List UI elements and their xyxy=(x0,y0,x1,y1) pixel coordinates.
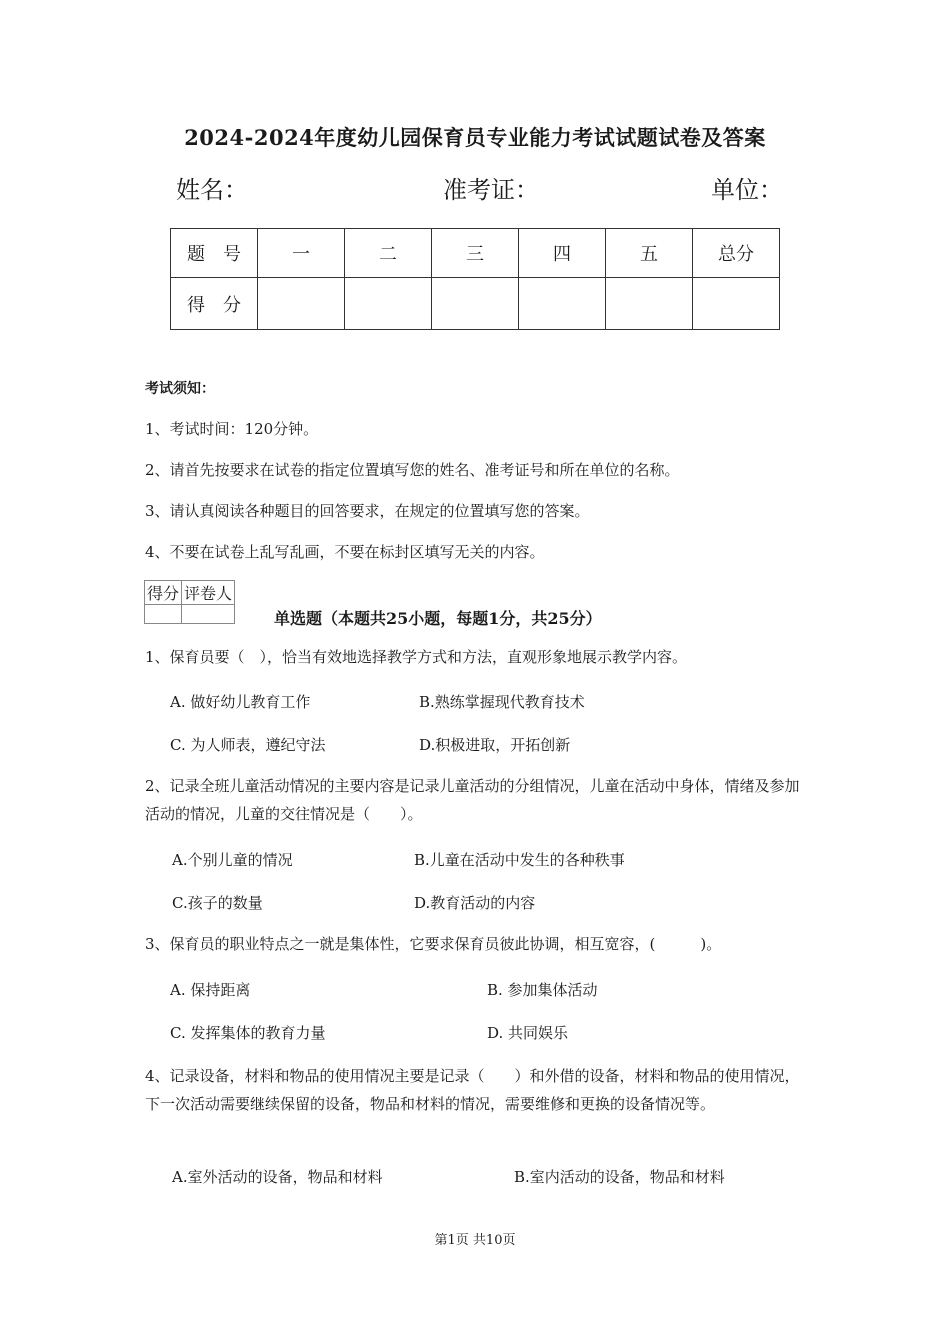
score-header-cell: 一 xyxy=(258,229,345,278)
page-footer: 第1页 共10页 xyxy=(434,1233,516,1248)
notice-heading: 考试须知： xyxy=(145,381,215,397)
question-option: C. 为人师表，遵纪守法 xyxy=(170,736,326,754)
score-header-cell: 三 xyxy=(432,229,519,278)
question-option: A. 保持距离 xyxy=(170,981,251,999)
score-header-cell: 五 xyxy=(606,229,693,278)
notice-item: 2、请首先按要求在试卷的指定位置填写您的姓名、准考证号和所在单位的名称。 xyxy=(145,461,680,479)
notice-item: 1、考试时间：120分钟。 xyxy=(145,420,319,438)
section-title: 单选题（本题共25小题，每题1分，共25分） xyxy=(274,609,602,628)
question-option: B.儿童在活动中发生的各种秩事 xyxy=(414,851,625,869)
score-header-cell: 题 号 xyxy=(171,229,258,278)
question-stem: 1、保育员要（ ），恰当有效地选择教学方式和方法，直观形象地展示教学内容。 xyxy=(145,648,688,666)
score-table xyxy=(170,228,780,330)
question-option: D.积极进取，开拓创新 xyxy=(419,736,571,754)
notice-item: 3、请认真阅读各种题目的回答要求，在规定的位置填写您的答案。 xyxy=(145,502,590,520)
unit-field-label: 单位： xyxy=(711,176,783,204)
question-option: D. 共同娱乐 xyxy=(487,1024,569,1042)
grader-score-cell xyxy=(145,605,182,624)
question-option: D.教育活动的内容 xyxy=(414,894,536,912)
score-cell xyxy=(519,278,606,330)
score-cell xyxy=(606,278,693,330)
question-option: B. 参加集体活动 xyxy=(487,981,598,999)
question-option: A.室外活动的设备，物品和材料 xyxy=(172,1168,383,1186)
question-option: A.个别儿童的情况 xyxy=(172,851,293,869)
score-table-score-row xyxy=(171,278,780,330)
question-stem: 3、保育员的职业特点之一就是集体性，它要求保育员彼此协调，相互宽容，( )。 xyxy=(145,935,722,953)
question-option: B.熟练掌握现代教育技术 xyxy=(419,693,585,711)
score-row-label: 得 分 xyxy=(171,278,258,330)
score-header-cell: 二 xyxy=(345,229,432,278)
question-option: C.孩子的数量 xyxy=(172,894,263,912)
score-cell xyxy=(432,278,519,330)
grader-score-label: 得分 xyxy=(145,581,182,605)
score-header-cell: 总分 xyxy=(693,229,780,278)
grader-reviewer-label: 评卷人 xyxy=(182,581,235,605)
exam-id-field-label: 准考证： xyxy=(443,176,539,204)
notice-item: 4、不要在试卷上乱写乱画，不要在标封区填写无关的内容。 xyxy=(145,543,545,561)
question-stem: 4、记录设备，材料和物品的使用情况主要是记录（ ）和外借的设备，材料和物品的使用情况，下一次活动需要继续保留的设备，物品和材料的情况，需要维修和更换的设备情况等。 xyxy=(145,1067,800,1113)
question-option: B.室内活动的设备，物品和材料 xyxy=(514,1168,725,1186)
score-cell xyxy=(693,278,780,330)
score-cell xyxy=(258,278,345,330)
question-stem: 2、记录全班儿童活动情况的主要内容是记录儿童活动的分组情况，儿童在活动中身体，情绪及参加活动的情况，儿童的交往情况是（ ）。 xyxy=(145,777,800,823)
grader-box xyxy=(144,580,235,624)
score-table-header-row xyxy=(171,229,780,278)
grader-reviewer-cell xyxy=(182,605,235,624)
question-option: C. 发挥集体的教育力量 xyxy=(170,1024,326,1042)
score-header-cell: 四 xyxy=(519,229,606,278)
page-title: 2024-2024年度幼儿园保育员专业能力考试试题试卷及答案 xyxy=(184,125,766,150)
name-field-label: 姓名： xyxy=(176,176,248,204)
score-cell xyxy=(345,278,432,330)
question-option: A. 做好幼儿教育工作 xyxy=(170,693,311,711)
